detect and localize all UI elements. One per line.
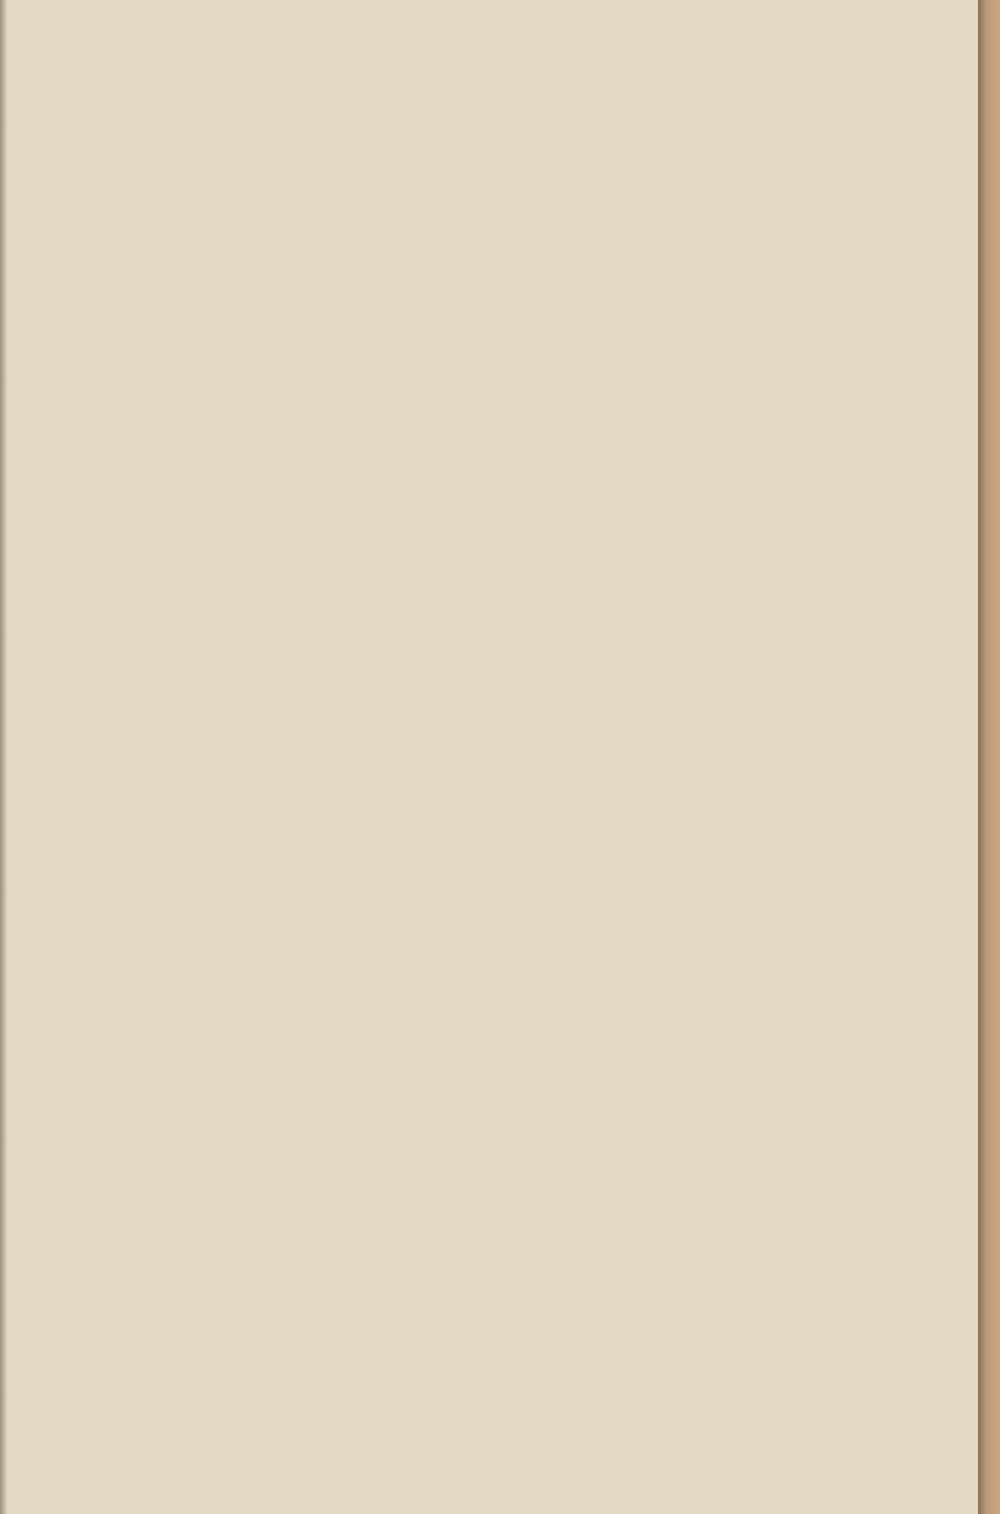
book-edge xyxy=(978,0,1000,1514)
page-header xyxy=(0,96,978,156)
page-gutter xyxy=(0,0,8,1514)
